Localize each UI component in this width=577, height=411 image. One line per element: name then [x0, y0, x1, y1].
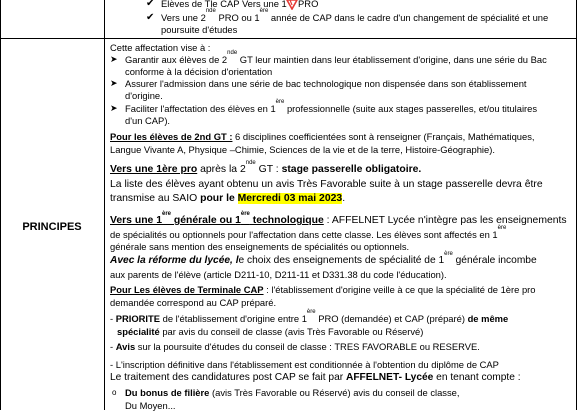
v1gen-line: Vers une 1ère générale ou 1ère technologique : AFFELNET Lycée n'intègre pas les enseignements	[110, 211, 567, 226]
arrow-item-1: Garantir aux élèves de 2nde GT leur maintien dans leur établissement d'origine, dans une série du Bac	[125, 50, 547, 65]
checkmark-icon: ✔	[146, 12, 155, 23]
traitement-line: Le traitement des candidatures post CAP se fait par AFFELNET- Lycée en tenant compte :	[110, 372, 521, 383]
arrow-bullet-icon: ➤	[110, 103, 118, 113]
v1pro-line-3: transmise au SAIO pour le Mercredi 03 mai 2023.	[110, 193, 346, 204]
arrow-item-1-cont: conforme à la décision d'orientation	[125, 66, 273, 77]
priorite-line-2: spécialité par avis du conseil de classe (avis Très Favorable ou Réservé)	[117, 326, 424, 337]
arrow-item-3-cont: d'un CAP).	[125, 115, 171, 126]
reforme-line-2: aux parents de l'élève (article D211-10, D211-11 et D331.38 du code l'éducation).	[110, 269, 447, 280]
tcap-line-2: demandée correspond au CAP préparé.	[110, 297, 277, 308]
p2gt-line: Pour les élèves de 2nd GT : 6 disciplines coefficientées sont à renseigner (Français, Mathématiques,	[110, 131, 535, 142]
priorite-line: - PRIORITE de l'établissement d'origine entre 1ère PRO (demandée) et CAP (préparé) de même	[110, 309, 509, 324]
inscription-line: - L'inscription définitive dans l'établissement est conditionnée à l'obtention du diplôme de CAP	[110, 359, 499, 370]
v1pro-line-2: La liste des élèves ayant obtenu un avis Très Favorable suite à un stage passerelle devra être	[110, 179, 543, 190]
arrow-bullet-icon: ➤	[110, 54, 118, 64]
bonus-partial-line: Du Moyen...	[125, 400, 176, 411]
table-left-border	[0, 0, 1, 410]
tcap-line: Pour Les élèves de Terminale CAP : l'établissement d'origine veille à ce que la spécialité de 1ère pro	[110, 284, 536, 295]
bonus-line: Du bonus de filière (avis Très Favorable ou Réservé) avis du conseil de classe,	[125, 387, 460, 398]
reforme-line: Avec la réforme du lycée, le choix des enseignements de spécialité de 1ère générale incombe	[110, 251, 537, 266]
v1gen-line-2: de spécialités ou optionnels pour l'affectation dans cette classe. Les élèves sont affectés en 1ère	[110, 225, 507, 240]
v1gen-line-3: générale sans mention des enseignements de spécialités ou optionnels.	[110, 241, 410, 252]
pen-cursor-icon	[286, 0, 298, 10]
table-row-divider	[0, 38, 577, 39]
arrow-item-2-cont: d'origine.	[125, 90, 163, 101]
check-item-2: Vers une 2nde PRO ou 1ère année de CAP dans le cadre d'un changement de spécialité et une	[161, 8, 549, 23]
arrow-item-2: Assurer l'admission dans une série de bac technologique non dispensée dans son établissement	[125, 78, 527, 89]
avis-line: - Avis sur la poursuite d'études du conseil de classe : TRES FAVORABLE ou RESERVE.	[110, 341, 480, 352]
principes-label: PRINCIPES	[22, 221, 82, 233]
checkmark-icon: ✔	[146, 0, 155, 9]
arrow-bullet-icon: ➤	[110, 78, 118, 88]
intro-text: Cette affectation vise à :	[110, 42, 211, 53]
check-item-1: Elèves de Tle CAP Vers une 1 PRO	[161, 0, 319, 9]
arrow-item-3: Faciliter l'affectation des élèves en 1ère professionnelle (suite aux stages passerelles, et/ou titulaires	[125, 99, 538, 114]
table-column-divider	[104, 0, 105, 410]
p2gt-line-2: Langue Vivante A, Physique –Chimie, Sciences de la vie et de la terre, Histoire-Géographie).	[110, 144, 495, 155]
check-item-2-cont: poursuite d'études	[161, 24, 238, 35]
v1pro-line: Vers une 1ère pro après la 2nde GT : stage passerelle obligatoire.	[110, 160, 422, 175]
circle-bullet-icon: o	[112, 388, 117, 397]
